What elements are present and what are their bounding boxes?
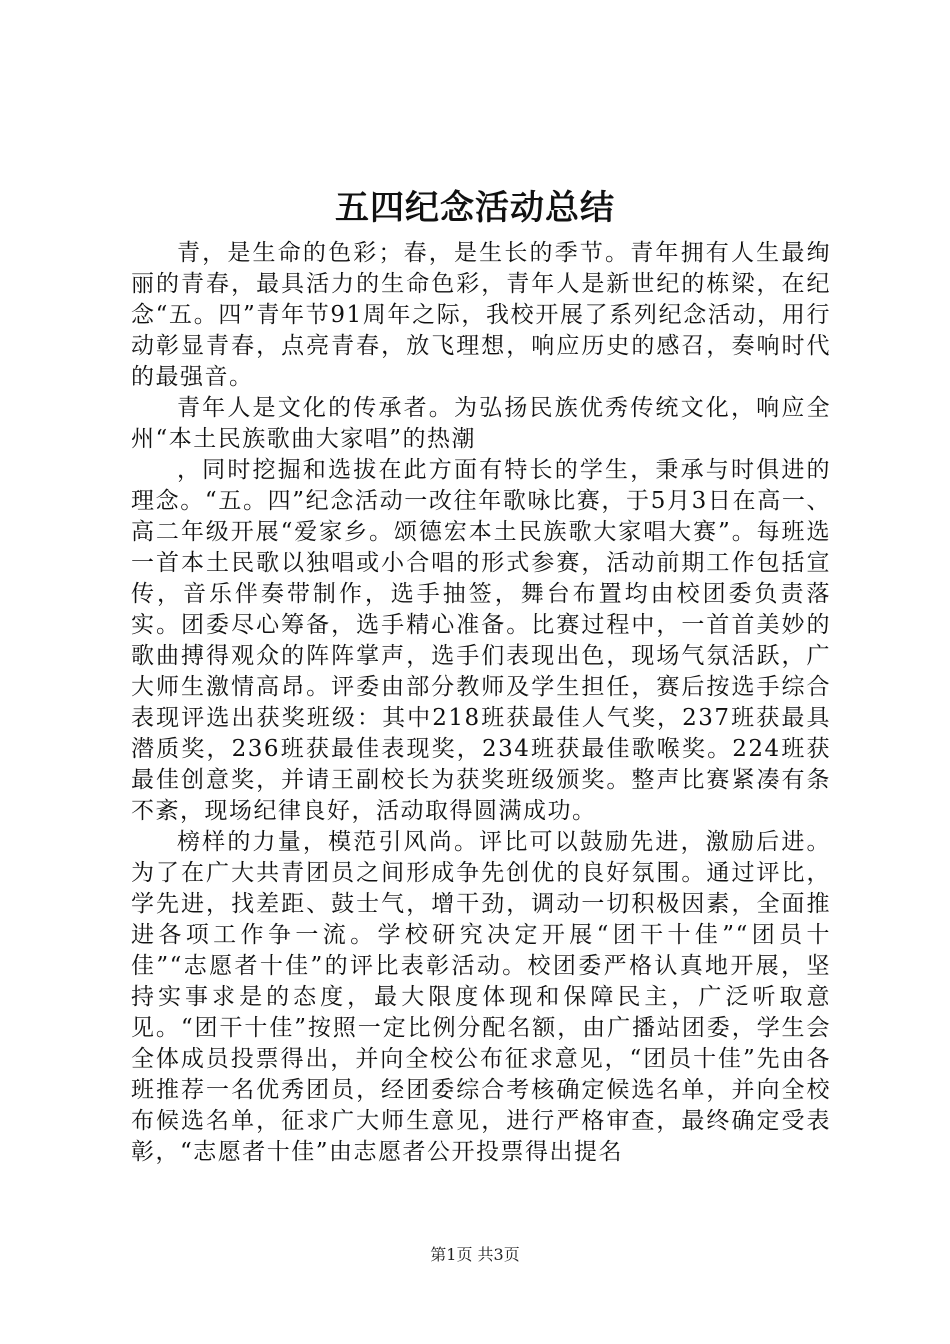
page-footer: 第1页 共3页	[430, 1245, 520, 1264]
document-title: 五四纪念活动总结	[335, 188, 615, 228]
paragraph-4: 榜样的力量，模范引风尚。评比可以鼓励先进，激励后进。为了在广大共青团员之间形成争先创优的良好氛围。通过评比，学先进，找差距、鼓士气，增干劲，调动一切积极因素，全面推进各项工作争一流。学校研究决定开展“团干十佳”“团员十佳”“志愿者十佳”的评比表彰活动。校团委严格认真地开展，坚持实事求是的态度，最大限度体现和保障民主，广泛听取意见。“团干十佳”按照一定比例分配名额，由广播站团委，学生会全体成员投票得出，并向全校公布征求意见，“团员十佳”先由各班推荐一名优秀团员，经团委综合考核确定候选名单，并向全校布候选名单，征求广大师生意见，进行严格审查，最终确定受表彰，“志愿者十佳”由志愿者公开投票得出提名	[131, 829, 831, 1165]
paragraph-2: 青年人是文化的传承者。为弘扬民族优秀传统文化，响应全州“本土民族歌曲大家唱”的热潮	[131, 395, 831, 452]
paragraph-1: 青，是生命的色彩；春，是生长的季节。青年拥有人生最绚丽的青春，最具活力的生命色彩，青年人是新世纪的栋梁，在纪念“五。四”青年节91周年之际，我校开展了系列纪念活动，用行动彰显青春，点亮青春，放飞理想，响应历史的感召，奏响时代的最强音。	[131, 240, 831, 390]
paragraph-3: ，同时挖掘和选拔在此方面有特长的学生，秉承与时俱进的理念。“五。四”纪念活动一改往年歌咏比赛，于5月3日在高一、高二年级开展“爱家乡。颂德宏本土民族歌大家唱大赛”。每班选一首本土民歌以独唱或小合唱的形式参赛，活动前期工作包括宣传，音乐伴奏带制作，选手抽签，舞台布置均由校团委负责落实。团委尽心筹备，选手精心准备。比赛过程中，一首首美妙的歌曲搏得观众的阵阵掌声，选手们表现出色，现场气氛活跃，广大师生激情高昂。评委由部分教师及学生担任，赛后按选手综合表现评选出获奖班级：其中218班获最佳人气奖，237班获最具潜质奖，236班获最佳表现奖，234班获最佳歌喉奖。224班获最佳创意奖，并请王副校长为获奖班级颁奖。整声比赛紧凑有条不紊，现场纪律良好，活动取得圆满成功。	[131, 457, 831, 824]
document-body	[131, 238, 831, 1168]
